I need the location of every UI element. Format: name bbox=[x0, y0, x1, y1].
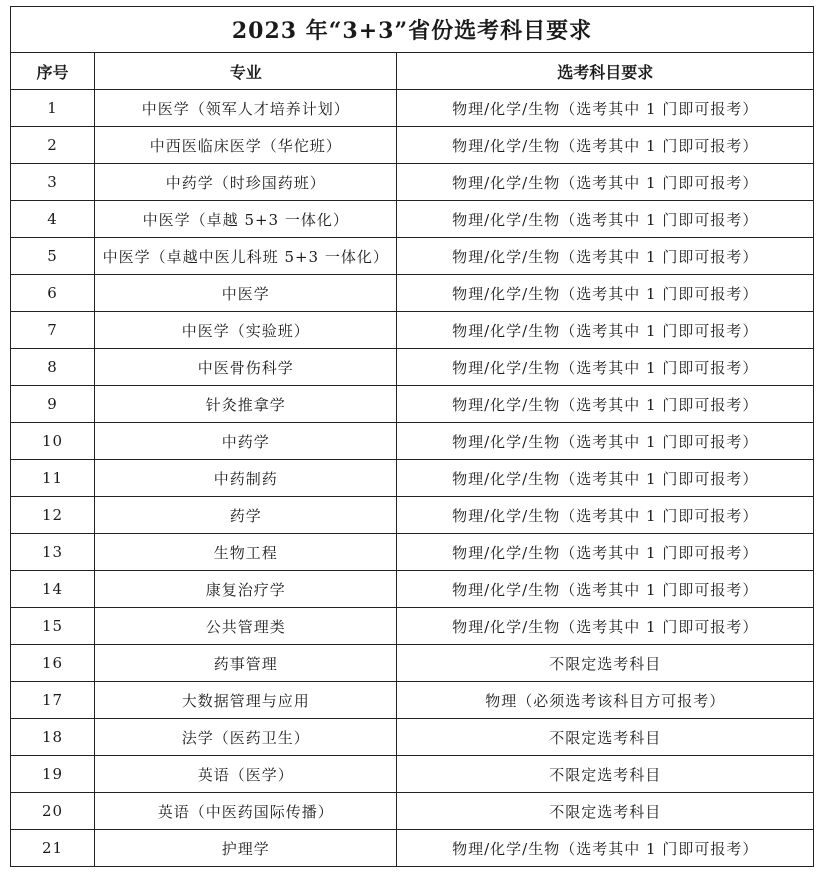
row-major: 英语（中医药国际传播） bbox=[95, 793, 397, 830]
table-row bbox=[11, 793, 814, 830]
row-major: 中医学 bbox=[95, 275, 397, 312]
row-number: 7 bbox=[11, 312, 95, 349]
row-major: 康复治疗学 bbox=[95, 571, 397, 608]
table-title: 2023 年“3+3”省份选考科目要求 bbox=[11, 7, 814, 53]
row-major: 中药学 bbox=[95, 423, 397, 460]
row-number: 12 bbox=[11, 497, 95, 534]
table-row bbox=[11, 608, 814, 645]
row-number: 16 bbox=[11, 645, 95, 682]
row-major: 针灸推拿学 bbox=[95, 386, 397, 423]
row-major: 中医骨伤科学 bbox=[95, 349, 397, 386]
row-major: 英语（医学） bbox=[95, 756, 397, 793]
table-row bbox=[11, 386, 814, 423]
row-major: 中医学（卓越中医儿科班 5+3 一体化） bbox=[95, 238, 397, 275]
table-row bbox=[11, 90, 814, 127]
table-row bbox=[11, 127, 814, 164]
row-requirement: 物理（必须选考该科目方可报考） bbox=[397, 682, 814, 719]
row-requirement: 不限定选考科目 bbox=[397, 793, 814, 830]
row-requirement: 物理/化学/生物（选考其中 1 门即可报考） bbox=[397, 127, 814, 164]
row-requirement: 物理/化学/生物（选考其中 1 门即可报考） bbox=[397, 608, 814, 645]
table-row bbox=[11, 201, 814, 238]
row-requirement: 物理/化学/生物（选考其中 1 门即可报考） bbox=[397, 275, 814, 312]
row-number: 6 bbox=[11, 275, 95, 312]
table-row bbox=[11, 164, 814, 201]
row-requirement: 物理/化学/生物（选考其中 1 门即可报考） bbox=[397, 238, 814, 275]
row-major: 药学 bbox=[95, 497, 397, 534]
row-number: 15 bbox=[11, 608, 95, 645]
table-row bbox=[11, 423, 814, 460]
row-number: 5 bbox=[11, 238, 95, 275]
table-row bbox=[11, 719, 814, 756]
header-row bbox=[11, 53, 814, 90]
row-requirement: 不限定选考科目 bbox=[397, 719, 814, 756]
row-requirement: 物理/化学/生物（选考其中 1 门即可报考） bbox=[397, 386, 814, 423]
table-row bbox=[11, 349, 814, 386]
table-row bbox=[11, 830, 814, 867]
table-row bbox=[11, 571, 814, 608]
row-major: 中医学（实验班） bbox=[95, 312, 397, 349]
row-number: 19 bbox=[11, 756, 95, 793]
row-major: 大数据管理与应用 bbox=[95, 682, 397, 719]
row-major: 中药学（时珍国药班） bbox=[95, 164, 397, 201]
row-requirement: 物理/化学/生物（选考其中 1 门即可报考） bbox=[397, 90, 814, 127]
row-requirement: 物理/化学/生物（选考其中 1 门即可报考） bbox=[397, 349, 814, 386]
row-number: 18 bbox=[11, 719, 95, 756]
requirements-table bbox=[10, 6, 814, 867]
table-row bbox=[11, 534, 814, 571]
row-requirement: 物理/化学/生物（选考其中 1 门即可报考） bbox=[397, 423, 814, 460]
header-number: 序号 bbox=[11, 53, 95, 90]
row-major: 中药制药 bbox=[95, 460, 397, 497]
row-requirement: 物理/化学/生物（选考其中 1 门即可报考） bbox=[397, 571, 814, 608]
table-row bbox=[11, 682, 814, 719]
row-number: 10 bbox=[11, 423, 95, 460]
row-requirement: 物理/化学/生物（选考其中 1 门即可报考） bbox=[397, 534, 814, 571]
row-major: 护理学 bbox=[95, 830, 397, 867]
row-major: 中医学（卓越 5+3 一体化） bbox=[95, 201, 397, 238]
header-requirement: 选考科目要求 bbox=[397, 53, 814, 90]
row-requirement: 物理/化学/生物（选考其中 1 门即可报考） bbox=[397, 497, 814, 534]
row-number: 4 bbox=[11, 201, 95, 238]
table-row bbox=[11, 460, 814, 497]
row-number: 11 bbox=[11, 460, 95, 497]
row-major: 中医学（领军人才培养计划） bbox=[95, 90, 397, 127]
row-number: 8 bbox=[11, 349, 95, 386]
row-number: 13 bbox=[11, 534, 95, 571]
row-number: 14 bbox=[11, 571, 95, 608]
table-row bbox=[11, 275, 814, 312]
header-major: 专业 bbox=[95, 53, 397, 90]
row-requirement: 不限定选考科目 bbox=[397, 645, 814, 682]
row-number: 20 bbox=[11, 793, 95, 830]
row-major: 法学（医药卫生） bbox=[95, 719, 397, 756]
row-requirement: 物理/化学/生物（选考其中 1 门即可报考） bbox=[397, 460, 814, 497]
row-number: 21 bbox=[11, 830, 95, 867]
title-row bbox=[11, 7, 814, 53]
row-number: 3 bbox=[11, 164, 95, 201]
row-number: 2 bbox=[11, 127, 95, 164]
row-major: 药事管理 bbox=[95, 645, 397, 682]
table-row bbox=[11, 497, 814, 534]
row-major: 生物工程 bbox=[95, 534, 397, 571]
row-requirement: 不限定选考科目 bbox=[397, 756, 814, 793]
table-row bbox=[11, 312, 814, 349]
row-requirement: 物理/化学/生物（选考其中 1 门即可报考） bbox=[397, 312, 814, 349]
table-row bbox=[11, 756, 814, 793]
row-number: 17 bbox=[11, 682, 95, 719]
row-major: 中西医临床医学（华佗班） bbox=[95, 127, 397, 164]
row-major: 公共管理类 bbox=[95, 608, 397, 645]
row-number: 9 bbox=[11, 386, 95, 423]
row-number: 1 bbox=[11, 90, 95, 127]
table-row bbox=[11, 645, 814, 682]
row-requirement: 物理/化学/生物（选考其中 1 门即可报考） bbox=[397, 164, 814, 201]
row-requirement: 物理/化学/生物（选考其中 1 门即可报考） bbox=[397, 201, 814, 238]
row-requirement: 物理/化学/生物（选考其中 1 门即可报考） bbox=[397, 830, 814, 867]
table-row bbox=[11, 238, 814, 275]
